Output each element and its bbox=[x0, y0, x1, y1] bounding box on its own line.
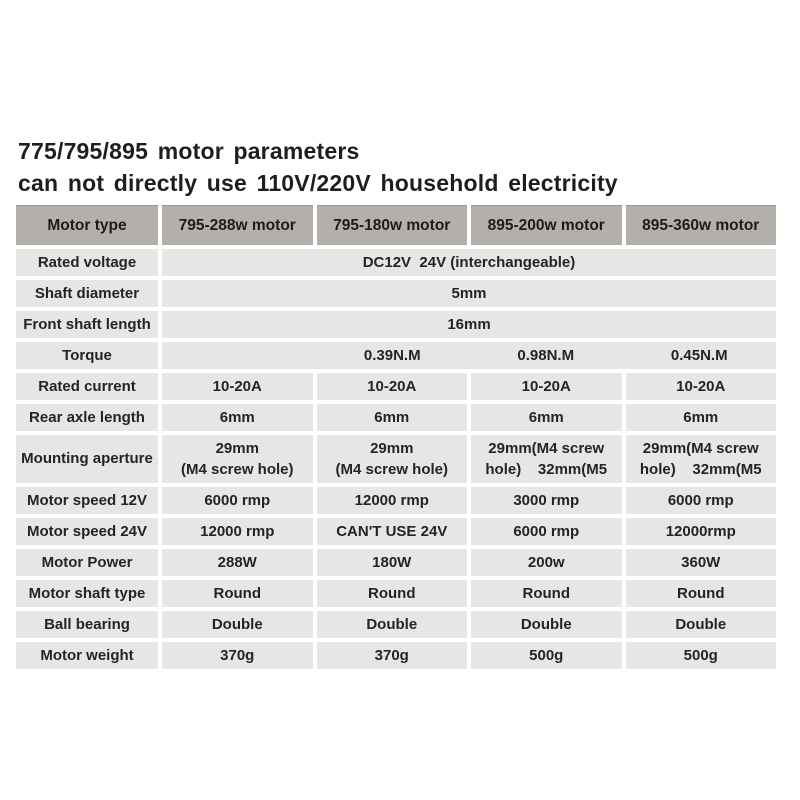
cell-line-1: 29mm bbox=[370, 440, 414, 457]
cell-line-2: (M4 screw hole) bbox=[335, 461, 449, 478]
table-row-shaft-diameter bbox=[16, 280, 776, 307]
cell-value bbox=[471, 435, 622, 483]
row-label: Front shaft length bbox=[16, 311, 158, 338]
cell-line-1: 29mm(M4 screw bbox=[488, 440, 605, 457]
cell-value bbox=[626, 435, 777, 483]
row-label: Motor shaft type bbox=[16, 580, 158, 607]
cell-value: 6000 rmp bbox=[626, 487, 777, 514]
cell-value bbox=[162, 435, 313, 483]
merged-value: 16mm bbox=[162, 311, 776, 338]
row-label: Rear axle length bbox=[16, 404, 158, 431]
cell-value: Round bbox=[471, 580, 622, 607]
header-col-895-360w: 895-360w motor bbox=[626, 205, 777, 245]
cell-value: 12000 rmp bbox=[317, 487, 468, 514]
table-row-front-shaft-length bbox=[16, 311, 776, 338]
cell-value: 6mm bbox=[162, 404, 313, 431]
row-label: Motor weight bbox=[16, 642, 158, 669]
cell-value: 6mm bbox=[317, 404, 468, 431]
cell-value: 10-20A bbox=[626, 373, 777, 400]
table-row-torque bbox=[16, 342, 776, 369]
page-title: 775/795/895 motor parameters bbox=[18, 138, 360, 164]
cell-value: 3000 rmp bbox=[471, 487, 622, 514]
cell-value: 180W bbox=[317, 549, 468, 576]
table-row-rear-axle-length bbox=[16, 404, 776, 431]
cell-line-2: (M4 screw hole) bbox=[180, 461, 294, 478]
row-label: Rated voltage bbox=[16, 249, 158, 276]
row-label: Motor speed 12V bbox=[16, 487, 158, 514]
merged-value bbox=[162, 342, 776, 369]
cell-line-1: 29mm bbox=[215, 440, 259, 457]
table-row-rated-voltage bbox=[16, 249, 776, 276]
torque-value-3: 0.98N.M bbox=[517, 346, 575, 364]
table-row-rated-current bbox=[16, 373, 776, 400]
cell-line-1: 29mm(M4 screw bbox=[642, 440, 759, 457]
cell-value: 370g bbox=[162, 642, 313, 669]
header-col-795-288w: 795-288w motor bbox=[162, 205, 313, 245]
table-row-motor-speed-24v bbox=[16, 518, 776, 545]
header-col-795-180w: 795-180w motor bbox=[317, 205, 468, 245]
cell-value: 12000 rmp bbox=[162, 518, 313, 545]
table-header-row bbox=[16, 205, 776, 245]
header-motor-type: Motor type bbox=[16, 205, 158, 245]
cell-value: 500g bbox=[471, 642, 622, 669]
cell-value: Double bbox=[317, 611, 468, 638]
cell-value: 6mm bbox=[471, 404, 622, 431]
row-label: Motor speed 24V bbox=[16, 518, 158, 545]
cell-line-2: hole) 32mm(M5 bbox=[485, 461, 608, 478]
cell-value: Round bbox=[317, 580, 468, 607]
table-row-mounting-aperture bbox=[16, 435, 776, 483]
spec-table bbox=[16, 205, 776, 669]
cell-value: Double bbox=[626, 611, 777, 638]
row-label: Rated current bbox=[16, 373, 158, 400]
row-label: Motor Power bbox=[16, 549, 158, 576]
page-titles bbox=[18, 135, 618, 199]
torque-value-2: 0.39N.M bbox=[363, 346, 421, 364]
cell-value: Double bbox=[162, 611, 313, 638]
cell-value: 370g bbox=[317, 642, 468, 669]
cell-value: 10-20A bbox=[317, 373, 468, 400]
cell-line-2: hole) 32mm(M5 bbox=[639, 461, 762, 478]
cell-value bbox=[317, 435, 468, 483]
merged-value: 5mm bbox=[162, 280, 776, 307]
row-label: Torque bbox=[16, 342, 158, 369]
cell-value: 10-20A bbox=[162, 373, 313, 400]
cell-value: 6000 rmp bbox=[471, 518, 622, 545]
page-subtitle: can not directly use 110V/220V household electricity bbox=[18, 170, 618, 196]
cell-value: 10-20A bbox=[471, 373, 622, 400]
cell-value: 6000 rmp bbox=[162, 487, 313, 514]
merged-value: DC12V 24V (interchangeable) bbox=[162, 249, 776, 276]
header-col-895-200w: 895-200w motor bbox=[471, 205, 622, 245]
row-label: Shaft diameter bbox=[16, 280, 158, 307]
cell-value: 200w bbox=[471, 549, 622, 576]
cell-value: Round bbox=[626, 580, 777, 607]
cell-value: Double bbox=[471, 611, 622, 638]
cell-value: 360W bbox=[626, 549, 777, 576]
row-label: Ball bearing bbox=[16, 611, 158, 638]
cell-value: 288W bbox=[162, 549, 313, 576]
table-row-motor-power bbox=[16, 549, 776, 576]
row-label: Mounting aperture bbox=[16, 435, 158, 483]
table-row-motor-shaft-type bbox=[16, 580, 776, 607]
table-row-motor-weight bbox=[16, 642, 776, 669]
torque-value-4: 0.45N.M bbox=[670, 346, 728, 364]
cell-value: CAN'T USE 24V bbox=[317, 518, 468, 545]
cell-value: 500g bbox=[626, 642, 777, 669]
cell-value: 6mm bbox=[626, 404, 777, 431]
table-row-motor-speed-12v bbox=[16, 487, 776, 514]
cell-value: 12000rmp bbox=[626, 518, 777, 545]
cell-value: Round bbox=[162, 580, 313, 607]
table-row-ball-bearing bbox=[16, 611, 776, 638]
